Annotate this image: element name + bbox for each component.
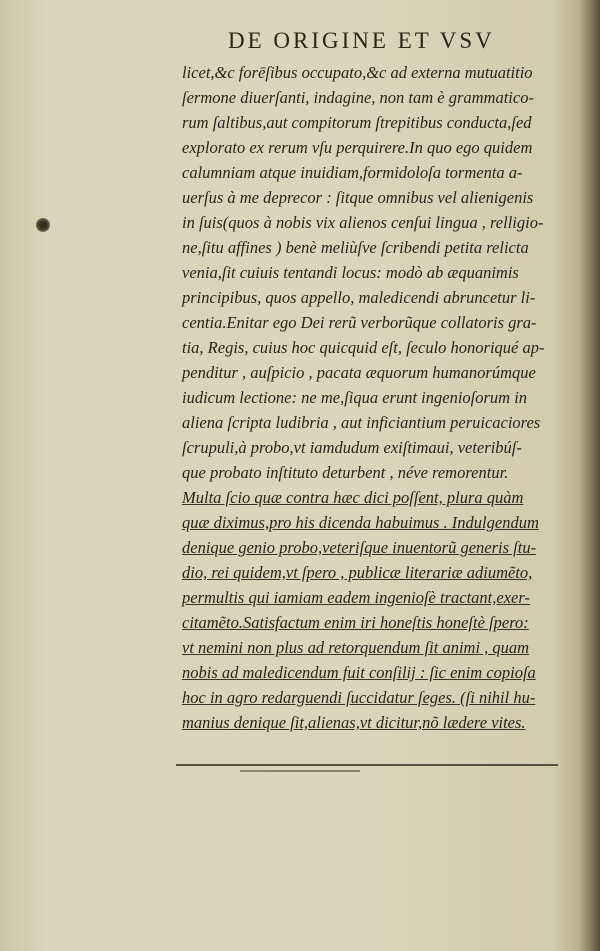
text-line: calumniam atque inuidiam,formidoloſa tormenta a- bbox=[182, 163, 523, 182]
text-line-underlined: hoc in agro redarguendi ſuccidatur ſeges. (ſi nihil hu- bbox=[182, 688, 536, 707]
text-line: iudicum lectione: ne me,ſiqua erunt ingenioſorum in bbox=[182, 388, 528, 407]
text-line: uerſus à me deprecor : ſitque omnibus vel alienigenis bbox=[182, 188, 534, 207]
handwritten-underline bbox=[176, 764, 558, 766]
text-line-underlined: Multa ſcio quæ contra hæc dici poſſent, plura quàm bbox=[182, 488, 524, 507]
text-line: penditur , auſpicio , pacata æquorum humanorúmque bbox=[182, 363, 536, 382]
text-line: licet,&c forēſibus occupato,&c ad externa mutuatitio bbox=[182, 63, 533, 82]
ink-stain bbox=[36, 218, 50, 232]
page-header: DE ORIGINE ET VSV bbox=[228, 28, 495, 53]
text-line: in ſuis(quos à nobis vix alienos cenſui lingua , relligio- bbox=[182, 213, 544, 232]
text-line-underlined: permultis qui iamiam eadem ingenioſè tractant,exer- bbox=[182, 588, 530, 607]
handwritten-underline bbox=[240, 770, 360, 772]
text-line: venia,ſit cuiuis tentandi locus: modò ab æquanimis bbox=[182, 263, 519, 282]
text-line-underlined: dio, rei quidem,vt ſpero , publicæ literariæ adiumẽto, bbox=[182, 563, 533, 582]
text-line: principibus, quos appello, maledicendi abruncetur li- bbox=[182, 288, 536, 307]
book-gutter-shadow bbox=[578, 0, 600, 951]
text-line: tia, Regis, cuius hoc quicquid eſt, ſeculo honoriqué ap- bbox=[182, 338, 545, 357]
text-line-underlined: citamẽto.Satisfactum enim iri honeſtis honeſtè ſpero: bbox=[182, 613, 529, 632]
text-line: ne,ſitu affines ) benè meliùſve ſcribendi petita relicta bbox=[182, 238, 529, 257]
text-line: ſcrupuli,à probo,vt iamdudum exiſtimaui, veteribúſ- bbox=[182, 438, 522, 457]
text-line-underlined: vt nemini non plus ad retorquendum ſit animi , quam bbox=[182, 638, 530, 657]
text-line: rum ſaltibus,aut compitorum ſtrepitibus conducta,ſed bbox=[182, 113, 532, 132]
text-line: que probato inſtituto deturbent , néve remorentur. bbox=[182, 463, 509, 482]
text-line-underlined: denique genio probo,veteriſque inuentorũ generis ſtu- bbox=[182, 538, 537, 557]
text-line: explorato ex rerum vſu perquirere.In quo ego quidem bbox=[182, 138, 533, 157]
body-text bbox=[182, 60, 574, 735]
text-line-underlined: nobis ad maledicendum fuit conſilij : ſic enim copioſa bbox=[182, 663, 536, 682]
text-line-underlined: quæ diximus,pro his dicenda habuimus . Indulgendum bbox=[182, 513, 539, 532]
text-line: ſermone diuerſanti, indagine, non tam è grammatico- bbox=[182, 88, 534, 107]
text-line: aliena ſcripta ludibria , aut inficiantium peruicaciores bbox=[182, 413, 541, 432]
text-line: centia.Enitar ego Dei rerũ verborũque collatoris gra- bbox=[182, 313, 537, 332]
text-line-underlined: manius denique ſit,alienas,vt dicitur,nõ lædere vites. bbox=[182, 713, 526, 732]
